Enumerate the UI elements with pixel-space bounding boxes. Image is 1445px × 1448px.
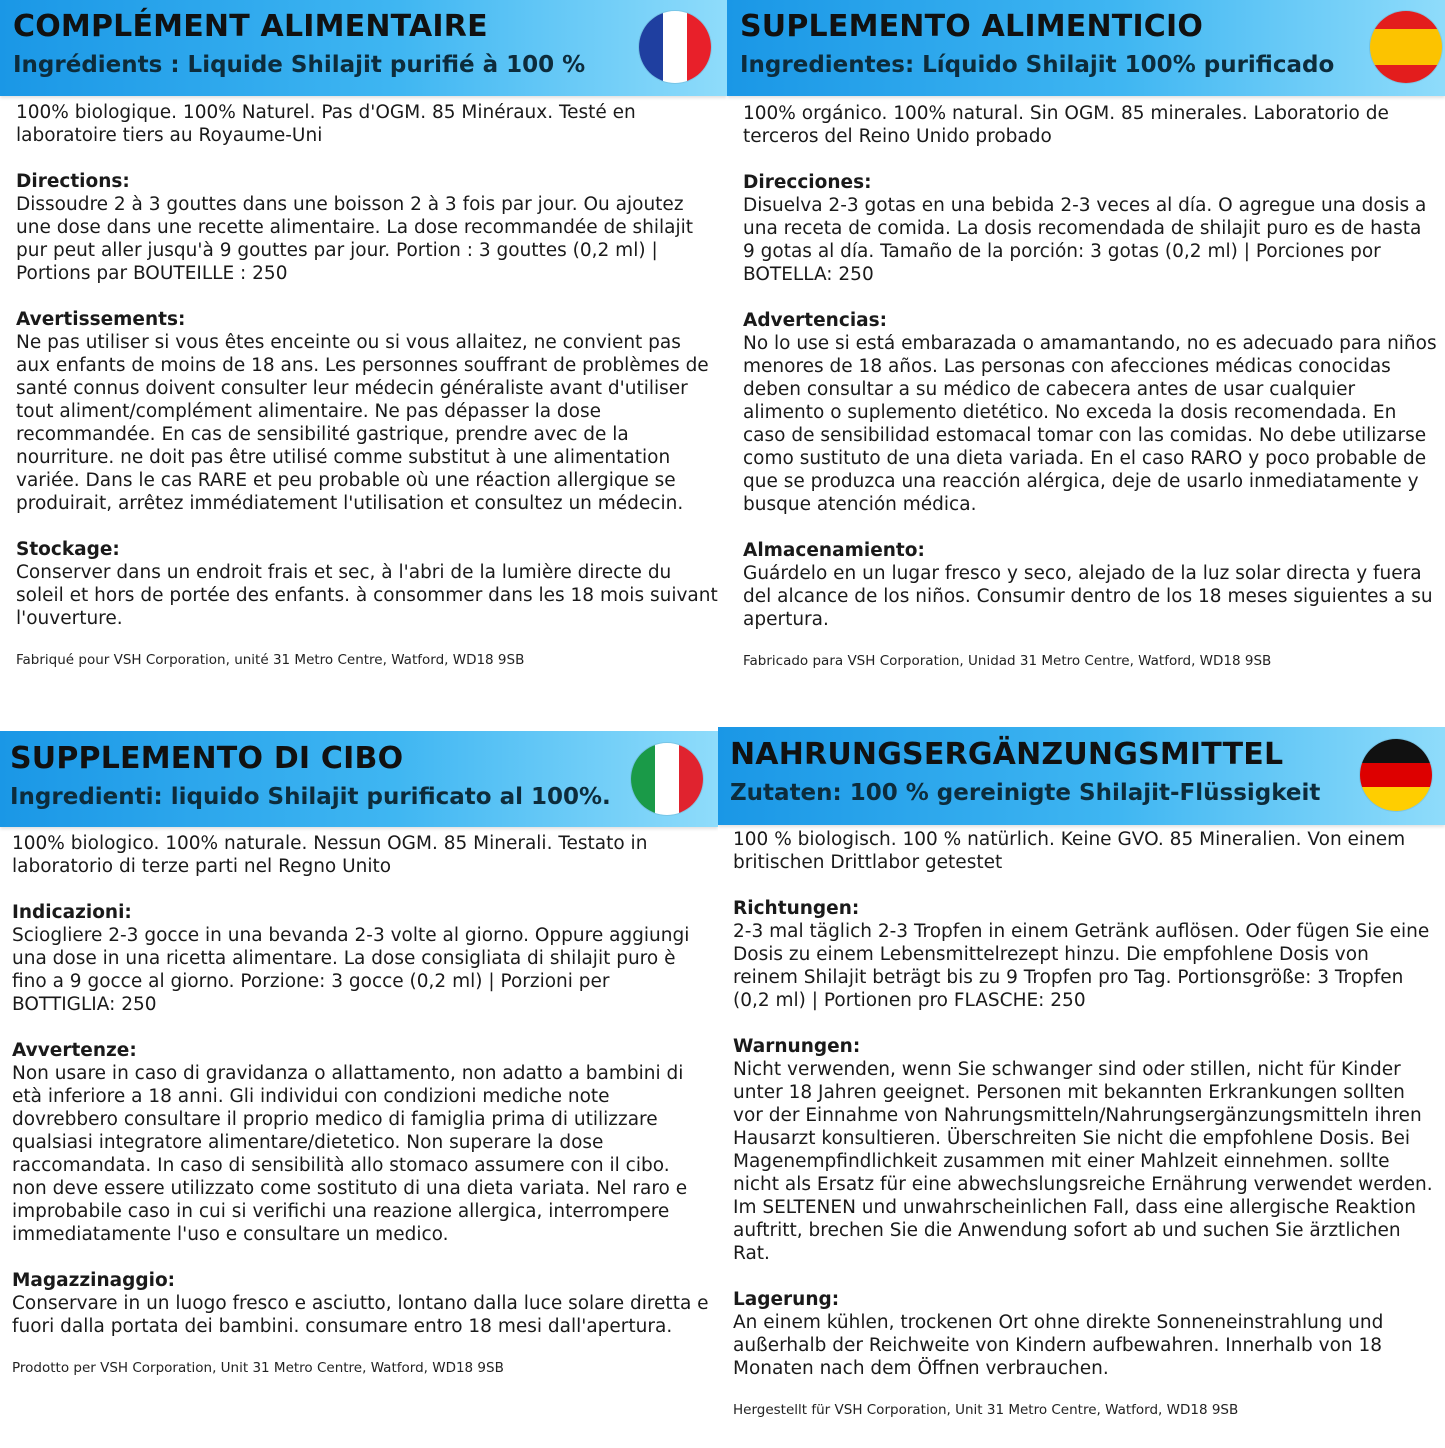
storage-section [12,1269,710,1338]
panel-title: COMPLÉMENT ALIMENTAIRE [13,9,488,44]
panel-body [733,828,1437,1419]
directions-heading: Direcciones: [743,172,872,193]
warnings-text: No lo use si está embarazada o amamantando, no es adecuado para niños menores de 18 años. Las personas con afecciones médicas conocidas deben consultar a su médico de cabecera antes de usar cualquier alimento o suplemento dietético. No exceda la dosis recomendada. En caso de sensibilidad estomacal tomar con las comidas. No debe utilizarse como sustituto de una dieta variada. En el caso RARO y poco probable de que se produzca una reacción alérgica, deje de usarlo inmediatamente y busque atención médica. [743,333,1437,515]
warnings-text: Non usare in caso di gravidanza o allattamento, non adatto a bambini di età inferiore a 18 anni. Gli individui con condizioni mediche note dovrebbero consultare il proprio medico di famiglia prima di utilizzare qualsiasi integratore alimentare/dietetico. Non superare la dose raccomandata. In caso di sensibilità allo stomaco assumere con il cibo. non deve essere utilizzato come sostituto di una dieta variata. Nel raro e improbabile caso in cui si verifichi una reazione allergica, interrompere immediatamente l'uso e consultare un medico. [12,1063,688,1245]
manufacturer-footer: Fabricado para VSH Corporation, Unidad 31 Metro Centre, Watford, WD18 9SB [743,653,1272,669]
warnings-text: Nicht verwenden, wenn Sie schwanger sind oder stillen, nicht für Kinder unter 18 Jahren geeignet. Personen mit bekannten Erkrankungen sollten vor der Einnahme von Nahrungsmitteln/Nahrungsergänzungsmitteln ihren Hausarzt konsultieren. Überschreiten Sie nicht die empfohlene Dosis. Bei Magenempfindlichkeit zusammen mit einer Mahlzeit einnehmen. sollte nicht als Ersatz für eine abwechslungsreiche Ernährung verwendet werden. Im SELTENEN und unwahrscheinlichen Fall, dass eine allergische Reaktion auftritt, brechen Sie die Anwendung sofort ab und suchen Sie ärztlichen Rat. [733,1059,1433,1264]
panel-body [12,832,710,1377]
manufacturer-footer: Prodotto per VSH Corporation, Unit 31 Metro Centre, Watford, WD18 9SB [12,1360,504,1376]
germany-flag-icon [1360,739,1432,811]
intro-text: 100% orgánico. 100% natural. Sin OGM. 85 minerales. Laboratorio de terceros del Reino Unido probado [743,103,1389,147]
warnings-heading: Avvertenze: [12,1040,137,1061]
storage-text: An einem kühlen, trockenen Ort ohne direkte Sonneneinstrahlung und außerhalb der Reichweite von Kindern aufbewahren. Innerhalb von 18 Monaten nach dem Öffnen verbrauchen. [733,1312,1384,1379]
directions-section [16,170,719,285]
manufacturer-footer: Fabriqué pour VSH Corporation, unité 31 Metro Centre, Watford, WD18 9SB [16,652,525,668]
storage-heading: Stockage: [16,539,120,560]
storage-heading: Almacenamiento: [743,540,925,561]
panel-title: NAHRUNGSERGÄNZUNGSMITTEL [730,737,1284,772]
ingredients-line: Ingredientes: Líquido Shilajit 100% purificado [740,52,1335,78]
intro-text: 100% biologique. 100% Naturel. Pas d'OGM. 85 Minéraux. Testé en laboratoire tiers au Royaume-Uni [16,102,636,146]
warnings-section [733,1035,1437,1265]
directions-text: Dissoudre 2 à 3 gouttes dans une boisson 2 à 3 fois par jour. Ou ajoutez une dose dans une recette alimentaire. La dose recommandée de shilajit pur peut aller jusqu'à 9 gouttes par jour. Portion : 3 gouttes (0,2 ml) | Portions par BOUTEILLE : 250 [16,194,694,284]
panel-body [16,101,719,669]
ingredients-line: Zutaten: 100 % gereinigte Shilajit-Flüssigkeit [730,780,1321,806]
panel-header [727,0,1445,96]
label-panel-french [0,0,727,724]
label-panel-italian [0,731,718,1448]
directions-section [733,897,1437,1012]
ingredients-line: Ingrédients : Liquide Shilajit purifié à 100 % [13,52,586,78]
storage-text: Conserver dans un endroit frais et sec, à l'abri de la lumière directe du soleil et hors de portée des enfants. à consommer dans les 18 mois suivant l'ouverture. [16,562,718,629]
panel-header [0,731,718,827]
ingredients-line: Ingredienti: liquido Shilajit purificato al 100%. [10,784,611,810]
panel-header [718,727,1445,825]
france-flag-icon [639,11,711,83]
directions-heading: Richtungen: [733,898,860,919]
warnings-section [743,309,1437,516]
intro-text: 100 % biologisch. 100 % natürlich. Keine GVO. 85 Mineralien. Von einem britischen Drittlabor getestet [733,829,1406,873]
directions-text: Disuelva 2-3 gotas en una bebida 2-3 veces al día. O agregue una dosis a una receta de comida. La dosis recomendada de shilajit puro es de hasta 9 gotas al día. Tamaño de la porción: 3 gotas (0,2 ml) | Porciones por BOTELLA: 250 [743,195,1427,285]
storage-section [733,1288,1437,1380]
intro-text: 100% biologico. 100% naturale. Nessun OGM. 85 Minerali. Testato in laboratorio di terze parti nel Regno Unito [12,833,648,877]
storage-section [16,538,719,630]
directions-section [743,171,1437,286]
italy-flag-icon [631,743,703,815]
panel-body [743,102,1437,670]
storage-section [743,539,1437,631]
warnings-section [16,308,719,515]
label-panel-german [718,727,1445,1448]
warnings-section [12,1039,710,1246]
storage-heading: Lagerung: [733,1289,840,1310]
storage-text: Guárdelo en un lugar fresco y seco, alejado de la luz solar directa y fuera del alcance de los niños. Consumir dentro de los 18 meses siguientes a su apertura. [743,563,1433,630]
directions-text: Sciogliere 2-3 gocce in una bevanda 2-3 volte al giorno. Oppure aggiungi una dose in una ricetta alimentare. La dose consigliata di shilajit puro è fino a 9 gocce al giorno. Porzione: 3 gocce (0,2 ml) | Porzioni per BOTTIGLIA: 250 [12,925,690,1015]
directions-heading: Directions: [16,171,130,192]
panel-title: SUPLEMENTO ALIMENTICIO [740,9,1204,44]
warnings-heading: Advertencias: [743,310,888,331]
manufacturer-footer: Hergestellt für VSH Corporation, Unit 31 Metro Centre, Watford, WD18 9SB [733,1402,1239,1418]
spain-flag-icon [1370,11,1442,83]
directions-section [12,901,710,1016]
warnings-text: Ne pas utiliser si vous êtes enceinte ou si vous allaitez, ne convient pas aux enfants de moins de 18 ans. Les personnes souffrant de problèmes de santé connus doivent consulter leur médecin généraliste avant d'utiliser tout aliment/complément alimentaire. Ne pas dépasser la dose recommandée. En cas de sensibilité gastrique, prendre avec de la nourriture. ne doit pas être utilisé comme substitut à une alimentation variée. Dans le cas RARE et peu probable où une réaction allergique se produirait, arrêtez immédiatement l'utilisation et consultez un médecin. [16,332,709,514]
panel-title: SUPPLEMENTO DI CIBO [10,741,404,776]
directions-heading: Indicazioni: [12,902,132,923]
directions-text: 2-3 mal täglich 2-3 Tropfen in einem Getränk auflösen. Oder fügen Sie eine Dosis zu einem Lebensmittelrezept hinzu. Die empfohlene Dosis von reinem Shilajit beträgt bis zu 9 Tropfen pro Tag. Portionsgröße: 3 Tropfen (0,2 ml) | Portionen pro FLASCHE: 250 [733,921,1430,1011]
panel-header [0,0,727,96]
label-panel-spanish [727,0,1445,724]
warnings-heading: Warnungen: [733,1036,861,1057]
storage-text: Conservare in un luogo fresco e asciutto, lontano dalla luce solare diretta e fuori dalla portata dei bambini. consumare entro 18 mesi dall'apertura. [12,1293,709,1337]
storage-heading: Magazzinaggio: [12,1270,176,1291]
warnings-heading: Avertissements: [16,309,186,330]
